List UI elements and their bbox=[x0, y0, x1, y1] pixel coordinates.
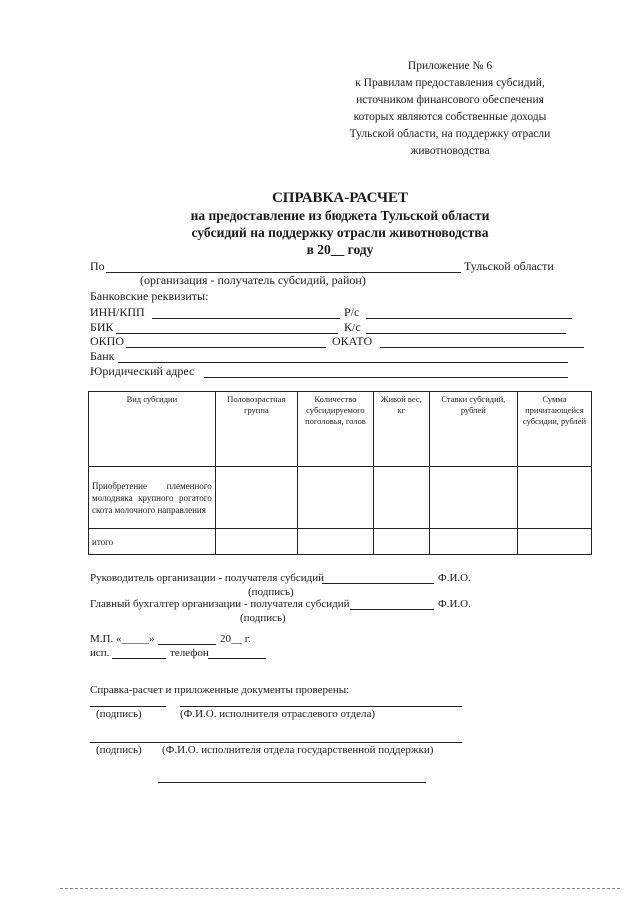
total-age-group[interactable] bbox=[215, 529, 297, 555]
cell-head-count[interactable] bbox=[297, 467, 373, 529]
header-live-weight: Живой вес, кг bbox=[373, 392, 429, 467]
accountant-signature-field[interactable] bbox=[350, 609, 434, 610]
scan-edge-bottom bbox=[60, 888, 620, 889]
okato-label: ОКАТО bbox=[332, 334, 373, 348]
header-amount: Сумма причитающейся субсидии, рублей bbox=[517, 392, 591, 467]
mp-label: М.П. «_____» bbox=[90, 633, 155, 645]
table-header-row bbox=[89, 392, 592, 467]
annex-line-2: к Правилам предоставления субсидий, bbox=[355, 77, 545, 89]
total-head-count[interactable] bbox=[297, 529, 373, 555]
address-label: Юридический адрес bbox=[90, 364, 195, 378]
head-signature-field[interactable] bbox=[322, 583, 434, 584]
bottom-rule bbox=[158, 782, 426, 783]
cell-live-weight[interactable] bbox=[373, 467, 429, 529]
accountant-label: Главный бухгалтер организации - получателя субсидий bbox=[90, 598, 350, 610]
month-field[interactable] bbox=[158, 644, 216, 645]
inn-label: ИНН/КПП bbox=[90, 305, 145, 319]
bik-label: БИК bbox=[90, 320, 114, 334]
head-label: Руководитель организации - получателя субсидий bbox=[90, 572, 325, 584]
accountant-signature-caption: (подпись) bbox=[240, 612, 286, 624]
head-fio: Ф.И.О. bbox=[438, 572, 471, 584]
verifier2-fio-caption: (Ф.И.О. исполнителя отдела государственной поддержки) bbox=[162, 744, 434, 756]
po-suffix: Тульской области bbox=[464, 259, 554, 273]
annex-line-3: источником финансового обеспечения bbox=[356, 94, 544, 106]
head-signature-caption: (подпись) bbox=[248, 586, 294, 598]
bik-field[interactable] bbox=[116, 333, 338, 334]
title-line-4: в 20__ году bbox=[306, 242, 374, 257]
document-title: СПРАВКА-РАСЧЕТ bbox=[271, 190, 409, 206]
annex-line-6: животноводства bbox=[410, 145, 490, 157]
accountant-fio: Ф.И.О. bbox=[438, 598, 471, 610]
okpo-field[interactable] bbox=[126, 347, 326, 348]
okato-field[interactable] bbox=[380, 347, 584, 348]
annex-block bbox=[330, 58, 570, 160]
inn-field[interactable] bbox=[152, 318, 340, 319]
isp-label: исп. bbox=[90, 647, 110, 659]
verifier2-field[interactable] bbox=[90, 742, 462, 743]
ks-label: К/с bbox=[344, 320, 361, 334]
title-line-2: на предоставление из бюджета Тульской области bbox=[190, 208, 490, 223]
isp-field[interactable] bbox=[112, 658, 166, 659]
po-caption: (организация - получатель субсидий, район) bbox=[140, 273, 366, 287]
bank-details-label: Банковские реквизиты: bbox=[90, 289, 209, 303]
title-line-3: субсидий на поддержку отрасли животноводства bbox=[191, 225, 489, 240]
verifier2-signature-caption: (подпись) bbox=[96, 744, 142, 756]
total-rate[interactable] bbox=[429, 529, 517, 555]
annex-line-5: Тульской области, на поддержку отрасли bbox=[349, 128, 551, 140]
table-total-row bbox=[89, 529, 592, 555]
row-subsidy-type: Приобретение племенного молодняка крупного рогатого скота молочного направления bbox=[89, 467, 216, 529]
bank-field[interactable] bbox=[118, 362, 568, 363]
cell-amount[interactable] bbox=[517, 467, 591, 529]
annex-line-1: Приложение № 6 bbox=[407, 60, 493, 72]
header-age-group: Половозрастная группа bbox=[215, 392, 297, 467]
subsidy-table bbox=[88, 391, 592, 555]
total-live-weight[interactable] bbox=[373, 529, 429, 555]
verifier1-signature-caption: (подпись) bbox=[96, 708, 142, 720]
verifier1-fio-caption: (Ф.И.О. исполнителя отраслевого отдела) bbox=[180, 708, 376, 720]
address-field[interactable] bbox=[204, 377, 568, 378]
verification-statement: Справка-расчет и приложенные документы проверены: bbox=[90, 684, 350, 696]
verifier1-fio-field[interactable] bbox=[180, 706, 462, 707]
verifier1-signature-field[interactable] bbox=[90, 706, 166, 707]
cell-age-group[interactable] bbox=[215, 467, 297, 529]
total-amount[interactable] bbox=[517, 529, 591, 555]
okpo-label: ОКПО bbox=[90, 334, 125, 348]
year-label: 20__ г. bbox=[220, 633, 251, 645]
phone-field[interactable] bbox=[208, 658, 266, 659]
rs-field[interactable] bbox=[366, 318, 572, 319]
phone-label: телефон bbox=[170, 647, 209, 659]
annex-line-4: которых являются собственные доходы bbox=[353, 111, 547, 123]
bank-label: Банк bbox=[90, 349, 115, 363]
ks-field[interactable] bbox=[366, 333, 566, 334]
header-rate: Ставки субсидий, рублей bbox=[429, 392, 517, 467]
po-label: По bbox=[90, 259, 105, 273]
total-label: итого bbox=[89, 529, 216, 555]
rs-label: Р/с bbox=[344, 305, 360, 319]
header-head-count: Количество субсидируемого поголовья, голов bbox=[297, 392, 373, 467]
table-row bbox=[89, 467, 592, 529]
cell-rate[interactable] bbox=[429, 467, 517, 529]
header-subsidy-type: Вид субсидии bbox=[89, 392, 216, 467]
